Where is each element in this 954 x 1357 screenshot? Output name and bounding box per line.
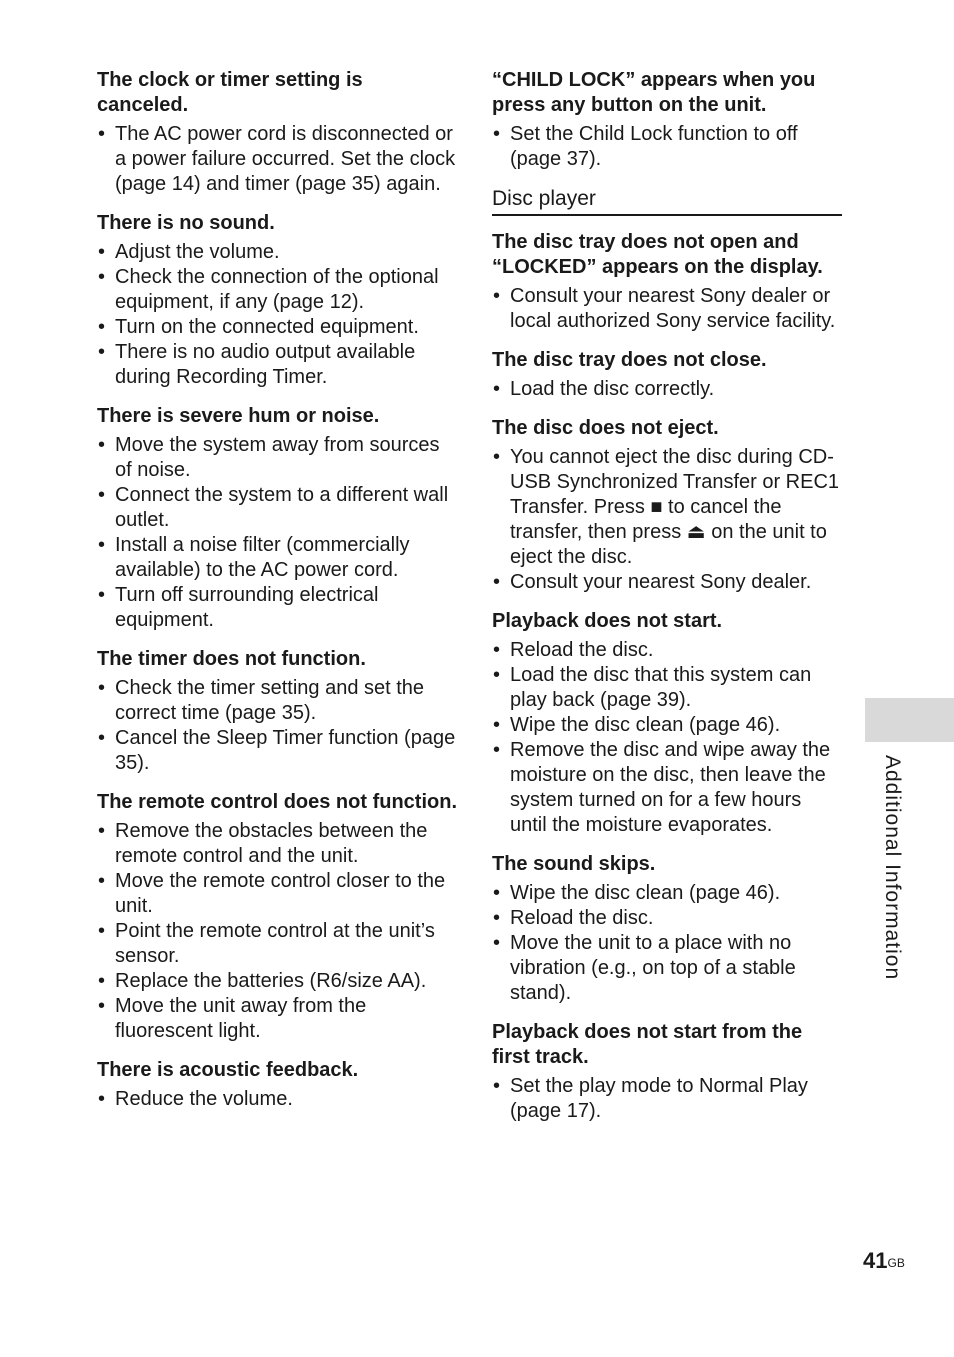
bullet-item: • Move the unit away from the fluorescent light. bbox=[97, 994, 457, 1044]
bullet-item: • There is no audio output available during Recording Timer. bbox=[97, 340, 457, 390]
page-number-value: 41 bbox=[863, 1248, 888, 1273]
side-tab-label: Additional Information bbox=[881, 755, 904, 981]
section-heading: The disc tray does not close. bbox=[492, 349, 767, 371]
bullet-list bbox=[97, 433, 457, 633]
bullet-list bbox=[97, 676, 457, 776]
troubleshooting-section bbox=[97, 647, 457, 776]
bullet-item: • Set the play mode to Normal Play (page 17). bbox=[492, 1074, 842, 1124]
troubleshooting-section bbox=[492, 348, 842, 402]
bullet-item: • Consult your nearest Sony dealer or local authorized Sony service facility. bbox=[492, 284, 842, 334]
bullet-item: • Load the disc correctly. bbox=[492, 377, 842, 402]
bullet-item: • Adjust the volume. bbox=[97, 240, 457, 265]
bullet-item: • Move the unit to a place with no vibration (e.g., on top of a stable stand). bbox=[492, 931, 842, 1006]
bullet-item: • Install a noise filter (commercially available) to the AC power cord. bbox=[97, 533, 457, 583]
bullet-item: • Reload the disc. bbox=[492, 638, 842, 663]
page-number bbox=[863, 1247, 905, 1275]
right-disc-sections bbox=[492, 230, 842, 1124]
bullet-item: • Wipe the disc clean (page 46). bbox=[492, 713, 842, 738]
bullet-item: • Check the timer setting and set the correct time (page 35). bbox=[97, 676, 457, 726]
troubleshooting-section bbox=[97, 211, 457, 390]
bullet-item: • Cancel the Sleep Timer function (page 35). bbox=[97, 726, 457, 776]
bullet-list bbox=[97, 1087, 457, 1112]
right-top-sections bbox=[492, 68, 842, 172]
bullet-item: • Remove the obstacles between the remote control and the unit. bbox=[97, 819, 457, 869]
troubleshooting-section bbox=[492, 230, 842, 334]
troubleshooting-section bbox=[97, 1058, 457, 1112]
bullet-item: • Connect the system to a different wall outlet. bbox=[97, 483, 457, 533]
section-heading: The remote control does not function. bbox=[97, 791, 457, 813]
section-heading: There is acoustic feedback. bbox=[97, 1059, 359, 1081]
bullet-item: • Point the remote control at the unit’s sensor. bbox=[97, 919, 457, 969]
troubleshooting-section bbox=[492, 1020, 842, 1124]
bullet-item: • Reduce the volume. bbox=[97, 1087, 457, 1112]
troubleshooting-section bbox=[492, 68, 842, 172]
page-number-suffix: GB bbox=[887, 1256, 905, 1270]
bullet-item: • Load the disc that this system can play back (page 39). bbox=[492, 663, 842, 713]
bullet-item: • Wipe the disc clean (page 46). bbox=[492, 881, 842, 906]
troubleshooting-section bbox=[97, 68, 457, 197]
bullet-item: • Remove the disc and wipe away the moisture on the disc, then leave the system turned on for a few hours until the moisture evaporates. bbox=[492, 738, 842, 838]
troubleshooting-section bbox=[97, 404, 457, 633]
bullet-list bbox=[492, 284, 842, 334]
bullet-item: • You cannot eject the disc during CD-USB Synchronized Transfer or REC1 Transfer. Press ■ to cancel the transfer, then press ⏏ on the unit to eject the disc. bbox=[492, 445, 842, 570]
section-title-disc-player: Disc player bbox=[492, 186, 842, 216]
troubleshooting-section bbox=[492, 852, 842, 1006]
right-column bbox=[492, 68, 842, 1138]
bullet-list bbox=[97, 240, 457, 390]
bullet-list bbox=[492, 881, 842, 1006]
bullet-item: • Turn on the connected equipment. bbox=[97, 315, 457, 340]
bullet-item: • Turn off surrounding electrical equipment. bbox=[97, 583, 457, 633]
section-heading: “CHILD LOCK” appears when you press any button on the unit. bbox=[492, 69, 816, 116]
section-heading: The timer does not function. bbox=[97, 648, 366, 670]
section-heading: The clock or timer setting is canceled. bbox=[97, 69, 363, 116]
bullet-list bbox=[492, 377, 842, 402]
bullet-list bbox=[492, 122, 842, 172]
section-heading: Playback does not start from the first track. bbox=[492, 1021, 803, 1068]
section-heading: There is severe hum or noise. bbox=[97, 405, 380, 427]
section-heading: The disc does not eject. bbox=[492, 417, 719, 439]
section-heading: There is no sound. bbox=[97, 212, 275, 234]
section-heading: The disc tray does not open and “LOCKED” appears on the display. bbox=[492, 231, 823, 278]
bullet-item: • Move the remote control closer to the unit. bbox=[97, 869, 457, 919]
bullet-list bbox=[492, 1074, 842, 1124]
bullet-item: • Reload the disc. bbox=[492, 906, 842, 931]
bullet-item: • Move the system away from sources of noise. bbox=[97, 433, 457, 483]
bullet-item: • Replace the batteries (R6/size AA). bbox=[97, 969, 457, 994]
left-column bbox=[97, 68, 457, 1126]
bullet-list bbox=[97, 819, 457, 1044]
troubleshooting-section bbox=[492, 416, 842, 595]
bullet-list bbox=[492, 638, 842, 838]
section-heading: Playback does not start. bbox=[492, 610, 723, 632]
bullet-list bbox=[97, 122, 457, 197]
bullet-item: • Check the connection of the optional equipment, if any (page 12). bbox=[97, 265, 457, 315]
section-heading: The sound skips. bbox=[492, 853, 656, 875]
troubleshooting-section bbox=[492, 609, 842, 838]
bullet-list bbox=[492, 445, 842, 595]
troubleshooting-section bbox=[97, 790, 457, 1044]
bullet-item: • Consult your nearest Sony dealer. bbox=[492, 570, 842, 595]
bullet-item: • The AC power cord is disconnected or a power failure occurred. Set the clock (page 14) and timer (page 35) again. bbox=[97, 122, 457, 197]
bullet-item: • Set the Child Lock function to off (page 37). bbox=[492, 122, 842, 172]
side-tab-marker bbox=[865, 698, 954, 742]
